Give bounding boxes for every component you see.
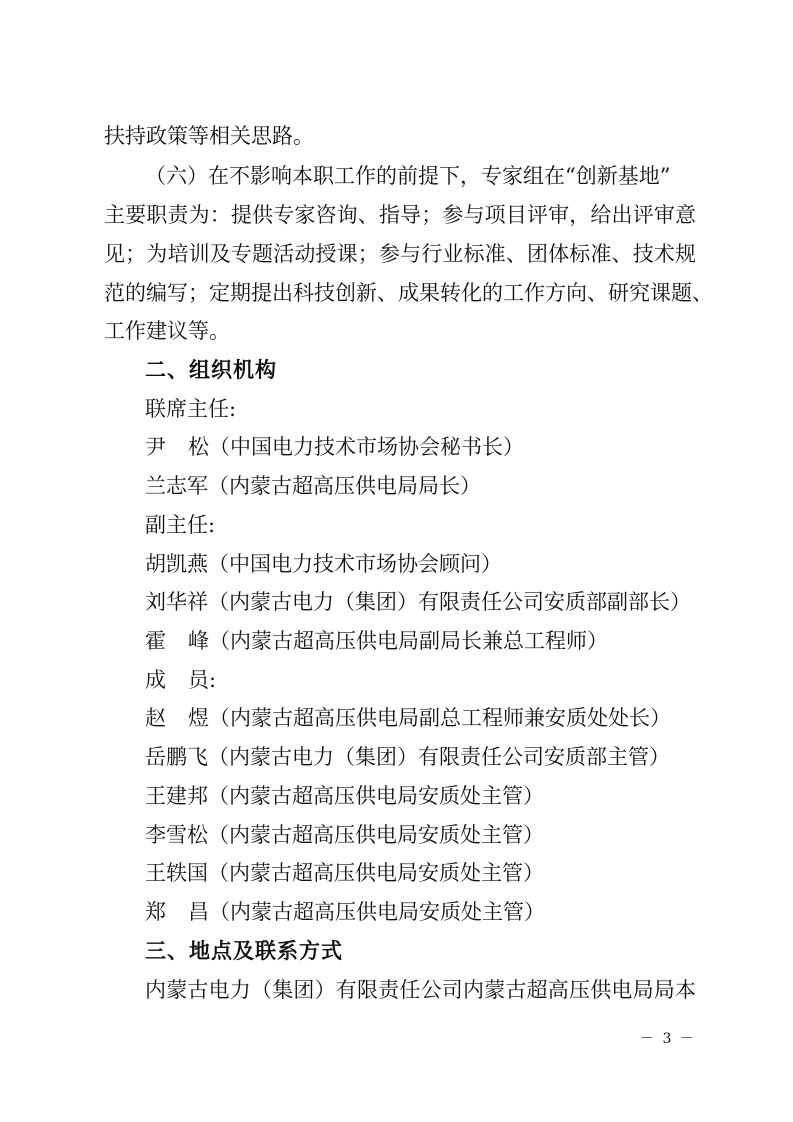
person-name: 刘华祥 (145, 590, 208, 614)
section-heading: 二、组织机构 (145, 357, 277, 382)
role-label-part: 成 (145, 668, 190, 692)
person-entry (145, 739, 670, 775)
paragraph-line: （六）在不影响本职工作的前提下，专家组在“创新基地” (145, 164, 671, 188)
paragraph-line: 扶持政策等相关思路。 (104, 124, 314, 148)
person-title: （内蒙古超高压供电局局长） (208, 474, 481, 498)
person-title: （内蒙古超高压供电局安质处主管） (208, 784, 544, 808)
person-name: 煜 (188, 706, 209, 730)
person-entry (145, 855, 544, 891)
person-entry (145, 546, 502, 582)
page-number: － 3 － (640, 1031, 696, 1047)
person-name: 霍 (145, 629, 190, 653)
person-entry (145, 894, 545, 930)
person-name: 昌 (188, 900, 209, 924)
person-title: （内蒙古超高压供电局安质处主管） (208, 861, 544, 885)
person-title: （中国电力技术市场协会秘书长） (209, 435, 524, 459)
paragraph-line: 工作建议等。 (104, 319, 230, 343)
person-name: 李雪松 (145, 823, 208, 847)
role-label-part: 员: (188, 668, 217, 692)
person-entry (145, 778, 544, 814)
role-label (145, 662, 216, 698)
role-label: 副主任: (145, 513, 216, 537)
person-title: （内蒙古超高压供电局副总工程师兼安质处处长） (209, 706, 671, 730)
person-entry (145, 700, 671, 736)
person-title: （内蒙古电力（集团）有限责任公司安质部主管） (208, 745, 670, 769)
person-entry (145, 623, 608, 659)
paragraph-line: 见；为培训及专题活动授课；参与行业标准、团体标准、技术规 (104, 242, 696, 266)
person-title: （内蒙古超高压供电局副局长兼总工程师） (209, 629, 608, 653)
section-heading: 三、地点及联系方式 (145, 938, 343, 963)
person-name: 赵 (145, 706, 190, 730)
person-name: 峰 (188, 629, 209, 653)
person-entry (145, 584, 691, 620)
person-name: 胡凯燕 (145, 552, 208, 576)
person-name: 兰志军 (145, 474, 208, 498)
person-title: （内蒙古电力（集团）有限责任公司安质部副部长） (208, 590, 691, 614)
person-title: （中国电力技术市场协会顾问） (208, 552, 502, 576)
person-entry (145, 429, 524, 465)
role-label: 联席主任: (145, 397, 237, 421)
person-name: 岳鹏飞 (145, 745, 208, 769)
paragraph-line: 主要职责为：提供专家咨询、指导；参与项目评审，给出评审意 (104, 203, 696, 227)
person-title: （内蒙古超高压供电局安质处主管） (209, 900, 545, 924)
paragraph-line: 内蒙古电力（集团）有限责任公司内蒙古超高压供电局局本 (145, 978, 696, 1002)
person-name: 松 (188, 435, 209, 459)
person-entry (145, 817, 544, 853)
paragraph-line: 范的编写；定期提出科技创新、成果转化的工作方向、研究课题、 (104, 281, 713, 305)
person-name: 郑 (145, 900, 190, 924)
person-name: 尹 (145, 435, 190, 459)
person-entry (145, 468, 481, 504)
person-title: （内蒙古超高压供电局安质处主管） (208, 823, 544, 847)
person-name: 王轶国 (145, 861, 208, 885)
person-name: 王建邦 (145, 784, 208, 808)
